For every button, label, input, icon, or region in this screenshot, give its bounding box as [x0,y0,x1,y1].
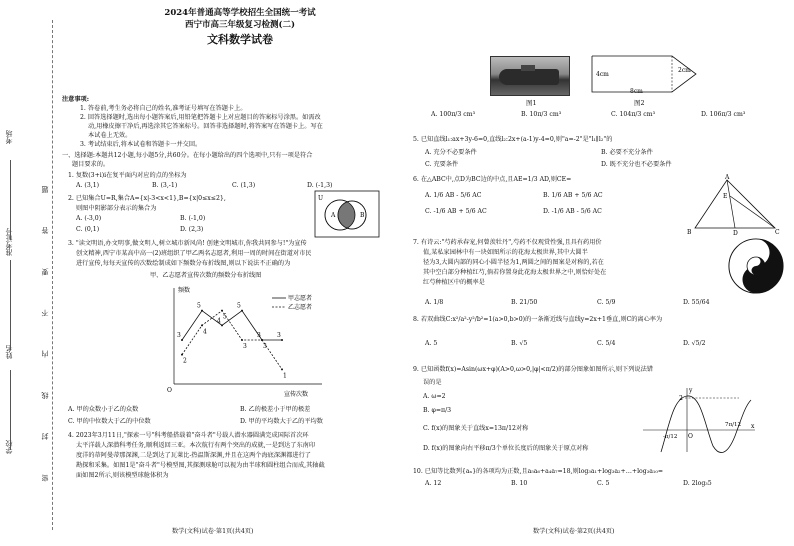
legend-series-1: 甲志愿者 [288,295,313,302]
q4-stem-cont: 度洋的蒂阿曼蒂那深渊,二是到达了瓦莱比-热温斯深渊,并且在这两个海底深渊都进行了 [76,452,311,459]
q6-option-c: C. -1/6 AB + 5/6 AC [425,208,487,215]
q5-stem: 5. 已知直线l₁:ax+3y-6=0,直线l₂:2x+(a-1)y-4=0,则"a=-2"是"l₁∥l₂"的 [413,136,613,143]
q4-stem-cont: 勘探和采集。如图1是"奋斗者"号模型图,其探测球舱可以视为由半球和圆柱组合而成,其轴截 [76,462,325,469]
q1-option-b: B. (3,-1) [152,182,178,189]
data-label: 2 [183,357,187,365]
taiji-figure [727,237,785,295]
notice-title: 注意事项: [62,96,90,103]
q7-stem: 7. 有诗云:"芍药承春宠,何曾羡牡丹",芍药不仅观赏性强,且具有药用价 [413,239,602,246]
q2-stem: 2. 已知集合U=R,集合A={x|-3<x<1},B={x|0≤x≤2}, [68,195,226,202]
q7-option-b: B. 21/50 [511,299,538,306]
q10-option-a: A. 12 [425,480,442,487]
q4-stem: 4. 2023年3月11日,"探索一号"科考船搭载着"奋斗者"号载人潜水器圆满完成国际首次环 [68,432,309,439]
data-label: 4 [203,328,207,336]
header-title: 文科数学试卷 [207,33,273,46]
venn-diagram [314,190,380,238]
data-label: 5 [197,302,201,310]
q9-stem-cont: 误的是 [423,379,442,386]
q10-option-c: C. 5 [597,480,610,487]
q7-stem-cont: 红芍种植区中的概率是 [423,279,485,286]
q6-option-d: D. -1/6 AB - 5/6 AC [543,208,602,215]
section-heading: 一、选择题:本题共12小题,每小题5分,共60分。在每小题给出的四个选项中,只有一项是符合 [62,152,313,159]
q6-stem: 6. 在△ABC中,点D为BC边的中点,且AE=1/3 AD,则CE= [413,176,572,183]
q5-option-b: B. 必要不充分条件 [601,149,653,156]
y-axis-label: 频数 [178,287,191,294]
q4-option-b: B. 10π/3 cm³ [521,111,562,118]
q9-option-b: B. φ=π/3 [423,407,452,414]
data-label: 5 [223,313,227,321]
frequency-line-chart [162,280,332,398]
q7-stem-cont: 径为3,大圆内部的同心小圆半径为1,两圆之间的图案是对称的,若在 [423,259,604,266]
q7-option-a: A. 1/8 [425,299,444,306]
data-label: 1 [283,372,287,380]
q8-stem: 8. 若双曲线C:x²/a²-y²/b²=1(a>0,b>0)的一条渐近线与直线y=2x+1垂直,则C的离心率为 [413,316,663,323]
right-column [413,56,788,541]
q3-option-a: A. 甲的众数小于乙的众数 [68,406,139,413]
q2-option-c: C. (0,1) [76,226,100,233]
q8-option-c: C. 5/4 [597,340,616,347]
axis-origin: O [167,387,172,394]
q3-stem-cont: 创文精神,西宁市某高中高一(2)班组织了甲乙两名志愿者,利用一周的时间在街道对市民 [76,250,312,257]
data-label: 4 [217,317,221,325]
data-label: 3 [243,343,247,350]
triangle-figure [681,174,781,236]
data-point [241,310,243,312]
q8-option-b: B. √5 [511,340,528,347]
q3-option-d: D. 甲的平均数大于乙的平均数 [240,418,323,425]
q2-option-d: D. (2,3) [180,226,204,233]
notice-item: 3. 考试结束后,将本试卷和答题卡一并交回。 [80,141,202,148]
point-d: D [733,230,738,236]
q1-option-c: C. (1,3) [232,182,256,189]
data-point [201,324,203,326]
fig2-length-label: 8cm [630,88,643,95]
q2-option-a: A. (-3,0) [76,215,102,222]
q10-option-d: D. 2log₃5 [683,480,712,487]
data-point [281,368,283,370]
graph-tick-2: 7π/12 [725,422,741,428]
data-point [201,310,203,312]
data-point [181,354,183,356]
q4-option-c: C. 104π/3 cm³ [611,111,656,118]
data-point [241,339,243,341]
q8-option-d: D. √5/2 [683,340,706,347]
q10-option-b: B. 10 [511,480,528,487]
q8-option-a: A. 5 [425,340,438,347]
section-heading-cont: 题目要求的。 [72,161,110,168]
header-line1: 2024年普通高等学校招生全国统一考试 [164,8,316,18]
data-label: 3 [263,343,267,350]
q5-option-a: A. 充分不必要条件 [425,149,477,156]
data-point [181,339,183,341]
notice-item: 动,用橡皮擦干净后,再选涂其它答案标号。回答非选择题时,将答案写在答题卡上。写在 [88,123,323,130]
q4-option-d: D. 106π/3 cm³ [701,111,746,118]
venn-b-label: B [360,212,365,219]
q7-option-c: C. 5/9 [597,299,616,306]
notice-item: 本试卷上无效。 [88,132,132,139]
graph-tick-1: -π/12 [663,434,678,440]
q7-option-d: D. 55/64 [683,299,710,306]
sine-graph [639,386,759,456]
point-a: A [725,174,730,181]
ticket-label: 准考证号 [5,228,13,256]
q4-option-a: A. 100π/3 cm³ [431,111,476,118]
x-axis-label: 宣传次数 [284,391,309,398]
chart-title: 甲、乙志愿者宣传次数的频数分布折线图 [150,272,262,279]
footer-left: 数学(文科)试卷·第1页(共4页) [172,528,254,535]
q6-option-b: B. 1/6 AB + 5/6 AC [543,192,603,199]
q5-option-c: C. 充要条件 [425,161,459,168]
name-label: 姓名 [5,345,13,359]
q9-option-c: C. f(x)的图象关于直线x=13π/12对称 [423,425,529,432]
data-label: 3 [177,332,181,339]
data-label: 3 [277,332,281,339]
left-column [62,44,402,539]
venn-u-label: U [318,195,324,202]
q9-option-d: D. f(x)的图象向右平移π/3个单位长度后的图象关于原点对称 [423,445,589,452]
margin-strip [0,0,62,546]
q7-stem-cont: 其中空白部分种植红芍,倘若你置身此花海太极世界之中,则恰好处在 [423,269,607,276]
q10-stem: 10. 已知等比数列{aₙ}的各项均为正数,且a₅a₆+a₄a₇=18,则log₃a₁+log₃a₂+…+log₃a₁₀= [413,468,664,475]
q1-option-d: D. (-1,3) [307,182,333,189]
data-point [221,324,223,326]
point-e: E [723,193,728,200]
q3-option-b: B. 乙的极差小于甲的极差 [240,406,311,413]
point-c: C [775,229,780,236]
data-label: 5 [237,302,241,310]
data-point [221,310,223,312]
notice-item: 1. 答卷前,考生务必将自己的姓名,准考证号填写在答题卡上。 [80,105,247,112]
point-b: B [687,229,692,236]
q9-stem: 9. 已知函数f(x)=Asin(ωx+φ)(A>0,ω>0,|φ|<π/2)的部分图象如图所示,则下列说法错 [413,366,653,373]
q3-stem: 3. "读文明语,办文明事,做文明人,树立城市新风尚! 创建文明城市,你我共同参与!"为宣传 [68,240,307,247]
venn-a-label: A [331,212,336,219]
header-line2: 西宁市高三年级复习检测(二) [184,20,296,30]
q2-option-b: B. (-1,0) [180,215,206,222]
graph-y-label: y [689,387,693,394]
q4-stem-cont: 面如图2所示,则该模型球舱体积为 [76,472,169,479]
fig2-width-label: 4cm [596,71,609,78]
q7-stem-cont: 值,某私家园林中有一块如图所示的花海太极世界,其中大圆半 [423,249,588,256]
fig2-height-label: 2cm [678,67,691,74]
legend-series-2: 乙志愿者 [288,304,313,311]
notice-item: 2. 回答选择题时,选出每小题答案后,用铅笔把答题卡上对应题目的答案标号涂黑。如需改 [80,114,321,121]
graph-origin: O [688,433,693,440]
q9-option-a: A. ω=2 [423,393,446,400]
seal-line-text: 密 封 线 内 不 要 答 题 [41,170,49,482]
graph-max: 2 [679,395,683,402]
graph-x-label: x [751,423,755,430]
q3-option-c: C. 甲的中位数大于乙的中位数 [68,418,151,425]
q6-option-a: A. 1/6 AB - 5/6 AC [425,192,482,199]
data-label: 3 [257,332,261,339]
data-point [281,339,283,341]
q2-stem-cont: 则图中阴影部分表示的集合为 [76,205,157,212]
q5-option-d: D. 既不充分也不必要条件 [601,161,672,168]
q3-stem-cont: 进行宣传,每每天宣传的次数绘制成如下频数分布折线图,则以下说法不正确的为 [76,260,291,267]
q1-stem: 1. 复数(3+i)i在复平面内对应的点的坐标为 [68,172,187,179]
room-label: 考场 [5,130,13,144]
q1-option-a: A. (3,1) [76,182,100,189]
data-point [261,339,263,341]
fig2-caption: 图2 [634,99,645,107]
footer-right: 数学(文科)试卷·第2页(共4页) [533,528,615,535]
fig1-caption: 图1 [526,99,537,107]
q4-stem-cont: 太平洋载人深潜科考任务,顺利返回三亚。本次航行有两个突出的成就,一是到达了东南印 [76,442,316,449]
legend [272,294,312,311]
school-label: 学校 [5,440,13,454]
